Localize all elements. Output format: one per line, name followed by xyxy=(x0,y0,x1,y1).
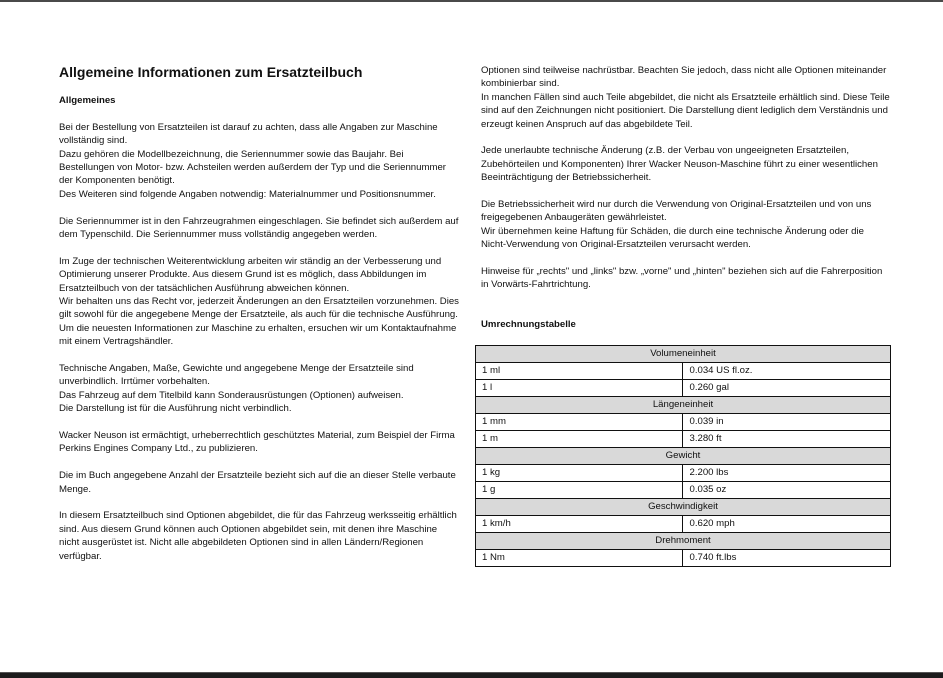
text-line: Dazu gehören die Modellbezeichnung, die Seriennummer sowie das Baujahr. Bei Bestellungen von Motor- bzw. Achsteilen werden außerdem der Typ und die Seriennummer der Komponenten benötigt. xyxy=(59,148,446,187)
table-row xyxy=(476,516,891,533)
unit-metric: 1 g xyxy=(476,482,683,499)
paragraph-modifications xyxy=(481,144,891,184)
unit-imperial: 2.200 lbs xyxy=(683,465,891,482)
text-line: Optionen sind teilweise nachrüstbar. Beachten Sie jedoch, dass nicht alle Optionen miteinander kombinierbar sind. xyxy=(481,65,887,90)
page-top-border xyxy=(0,0,943,2)
conversion-table-heading: Umrechnungstabelle xyxy=(481,319,576,330)
unit-metric: 1 mm xyxy=(476,414,683,431)
unit-imperial: 0.035 oz xyxy=(683,482,891,499)
text-line: Die Darstellung ist für die Ausführung nicht verbindlich. xyxy=(59,403,292,415)
text-line: Im Zuge der technischen Weiterentwicklung arbeiten wir ständig an der Verbesserung und Optimierung unserer Produkte. Aus diesem Grund ist es möglich, dass Abbildungen im Ersatzteilbuch von der tatsächlichen Ausführung abweichen können. xyxy=(59,255,442,294)
table-row xyxy=(476,482,891,499)
table-row xyxy=(476,550,891,567)
page-bottom-bar xyxy=(0,672,943,678)
text-line: Bei der Bestellung von Ersatzteilen ist darauf zu achten, dass alle Angaben zur Maschine vollständig sind. xyxy=(59,121,438,147)
paragraph-options xyxy=(59,509,459,563)
paragraph-ordering xyxy=(59,121,459,201)
table-row xyxy=(476,363,891,380)
text-line: In diesem Ersatzteilbuch sind Optionen abgebildet, die für das Fahrzeug werksseitig erhältlich sind. Aus diesem Grund können auch Optionen abgebildet sein, mit denen ihre Maschine nicht ausgerüstet ist. Nicht alle abgebildeten Optionen sind in allen Ländern/Regionen verfügbar. xyxy=(59,510,457,562)
unit-imperial: 0.620 mph xyxy=(683,516,891,533)
paragraph-retrofit xyxy=(481,64,891,131)
group-label-length: Längeneinheit xyxy=(476,397,891,414)
unit-imperial: 0.740 ft.lbs xyxy=(683,550,891,567)
paragraph-directions xyxy=(481,265,891,292)
unit-metric: 1 m xyxy=(476,431,683,448)
left-column xyxy=(59,64,459,577)
table-row xyxy=(476,414,891,431)
text-line: Wir behalten uns das Recht vor, jederzeit Änderungen an den Ersatzteilen vorzunehmen. Dies gilt sowohl für die angegebene Menge der Ersatzteile, als auch für die technische Ausführung. Um die neuesten Informationen zur Maschine zu erhalten, ersuchen wir um Kontaktaufnahme mit einem Vertragshändler. xyxy=(59,296,459,348)
group-label-volume: Volumeneinheit xyxy=(476,346,891,363)
section-heading: Allgemeines xyxy=(59,95,116,106)
unit-metric: 1 kg xyxy=(476,465,683,482)
text-line: Die Betriebssicherheit wird nur durch die Verwendung von Original-Ersatzteilen und von uns freigegebenen Anbaugeräten gewährleistet. xyxy=(481,199,872,224)
table-group-header xyxy=(476,346,891,363)
unit-imperial: 0.260 gal xyxy=(683,380,891,397)
paragraph-copyright xyxy=(59,429,459,456)
unit-metric: 1 ml xyxy=(476,363,683,380)
text-line: Technische Angaben, Maße, Gewichte und angegebene Menge der Ersatzteile sind unverbindlich. Irrtümer vorbehalten. xyxy=(59,363,414,388)
table-group-header xyxy=(476,533,891,550)
text-line: Das Fahrzeug auf dem Titelbild kann Sonderausrüstungen (Optionen) aufweisen. xyxy=(59,389,404,401)
unit-metric: 1 l xyxy=(476,380,683,397)
unit-metric: 1 km/h xyxy=(476,516,683,533)
right-column xyxy=(481,64,891,305)
table-row xyxy=(476,431,891,448)
table-row xyxy=(476,380,891,397)
unit-imperial: 0.039 in xyxy=(683,414,891,431)
table-group-header xyxy=(476,499,891,516)
text-line: Die Seriennummer ist in den Fahrzeugrahmen eingeschlagen. Sie befindet sich außerdem auf dem Typenschild. Die Seriennummer muss vollständig angegeben werden. xyxy=(59,215,459,241)
group-label-weight: Gewicht xyxy=(476,448,891,465)
text-line: Des Weiteren sind folgende Angaben notwendig: Materialnummer und Positionsnummer. xyxy=(59,188,436,200)
table-row xyxy=(476,465,891,482)
paragraph-quantity xyxy=(59,469,459,496)
table-group-header xyxy=(476,397,891,414)
group-label-torque: Drehmoment xyxy=(476,533,891,550)
unit-metric: 1 Nm xyxy=(476,550,683,567)
unit-imperial: 0.034 US fl.oz. xyxy=(683,363,891,380)
text-line: Hinweise für „rechts" und „links" bzw. „vorne" und „hinten" beziehen sich auf die Fahrerposition in Vorwärts-Fahrtrichtung. xyxy=(481,266,883,291)
text-line: Wir übernehmen keine Haftung für Schäden, die durch eine technische Änderung oder die Nicht-Verwendung von Original-Ersatzteilen verursacht werden. xyxy=(481,225,864,251)
document-title: Allgemeine Informationen zum Ersatzteilbuch xyxy=(59,64,363,80)
paragraph-safety xyxy=(481,198,891,252)
text-line: Die im Buch angegebene Anzahl der Ersatzteile bezieht sich auf die an dieser Stelle verbaute Menge. xyxy=(59,470,456,495)
text-line: Jede unerlaubte technische Änderung (z.B. der Verbau von ungeeigneten Ersatzteilen, Zubehörteilen und Komponenten) Ihrer Wacker Neuson-Maschine führt zu einer wesentlichen Beeinträchtigung der Betriebssicherheit. xyxy=(481,145,878,184)
text-line: In manchen Fällen sind auch Teile abgebildet, die nicht als Ersatzteile erhältlich sind. Diese Teile sind auf den Zeichnungen nicht positioniert. Die Darstellung dient lediglich dem Verständnis und erzeugt keinen Anspruch auf das abgebildete Teil. xyxy=(481,91,890,130)
text-line: Wacker Neuson ist ermächtigt, urheberrechtlich geschütztes Material, zum Beispiel der Firma Perkins Engines Company Ltd., zu publizieren. xyxy=(59,430,455,455)
unit-imperial: 3.280 ft xyxy=(683,431,891,448)
conversion-table xyxy=(475,345,891,567)
paragraph-development xyxy=(59,255,459,349)
paragraph-technical-data xyxy=(59,362,459,416)
table-group-header xyxy=(476,448,891,465)
group-label-speed: Geschwindigkeit xyxy=(476,499,891,516)
paragraph-serial-number xyxy=(59,215,459,242)
